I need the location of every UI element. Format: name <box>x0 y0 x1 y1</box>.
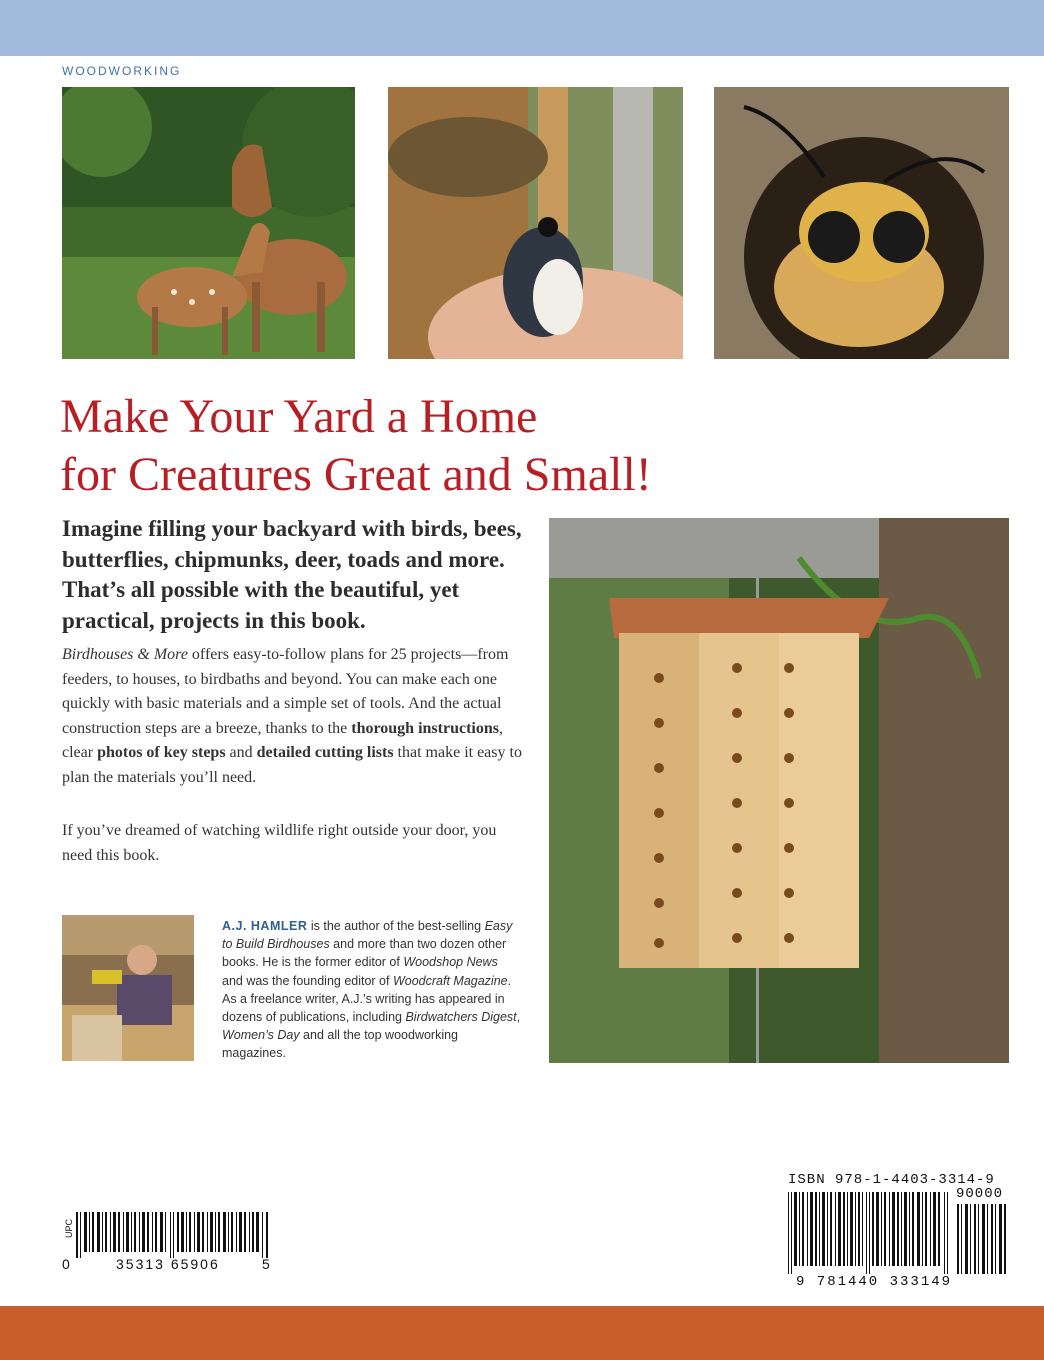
description-text: that make it easy to plan the materials you’ll need. <box>62 744 522 786</box>
author-photo <box>62 915 194 1061</box>
book-title: Birdhouses & More <box>62 646 188 663</box>
bio-text: , <box>516 1010 521 1025</box>
upc-first-digit: 0 <box>62 1256 70 1272</box>
description-text: and <box>225 744 257 761</box>
bio-text: and was the founding editor of <box>222 973 393 988</box>
swallow-chick-photo <box>388 87 683 359</box>
bio-text: and all the top woodworking magazines. <box>222 1028 459 1061</box>
closing-paragraph: If you’ve dreamed of watching wildlife right outside your door, you need this book. <box>62 822 497 864</box>
isbn-label: ISBN 978-1-4403-3314-9 <box>788 1172 995 1188</box>
author-name: A.J. HAMLER <box>222 919 308 933</box>
bio-publication: Women’s Day <box>222 1028 300 1043</box>
bio-text: . As a freelance writer, A.J.’s writing has appeared in dozens of publications, including <box>222 973 512 1025</box>
top-color-band <box>0 0 1044 56</box>
isbn-price-code: 90000 <box>956 1186 1004 1202</box>
upc-barcode <box>74 1212 274 1258</box>
description-paragraph <box>62 643 524 790</box>
feature-cutting-lists: detailed cutting lists <box>256 744 394 761</box>
deer-photo <box>62 87 355 359</box>
headline-line-1: Make Your Yard a Home <box>60 390 538 443</box>
author-bio <box>222 917 522 1063</box>
description-text: , clear <box>62 719 503 761</box>
bio-publication: Birdwatchers Digest <box>405 1010 517 1025</box>
feature-photos: photos of key steps <box>97 744 226 761</box>
bio-text: is the author of the best-selling <box>307 919 485 933</box>
feature-instructions: thorough instructions <box>351 719 499 737</box>
bee-photo <box>714 87 1009 359</box>
bee-house-photo <box>549 518 1009 1063</box>
category-label: WOODWORKING <box>62 64 182 78</box>
upc-label: UPC <box>64 1218 74 1238</box>
bio-text: and more than two dozen other books. He is the former editor of <box>222 937 507 970</box>
isbn-barcode <box>786 1192 952 1274</box>
bio-publication: Woodshop News <box>403 955 498 970</box>
headline-line-2: for Creatures Great and Small! <box>60 448 652 501</box>
bio-publication: Woodcraft Magazine <box>392 973 508 988</box>
bio-book-title: Easy to Build Birdhouses <box>222 919 513 952</box>
price-barcode <box>956 1204 1008 1274</box>
lead-paragraph: Imagine filling your backyard with birds, bees, butterflies, chipmunks, deer, toads and more. That’s all possible with the beautiful, yet practical, projects in this book. <box>62 516 522 633</box>
bottom-color-band <box>0 1306 1044 1360</box>
headline <box>60 388 1010 504</box>
upc-middle-digits: 35313 65906 <box>116 1256 220 1272</box>
upc-last-digit: 5 <box>262 1256 270 1272</box>
description-text: offers easy-to-follow plans for 25 projects—from feeders, to houses, to birdbaths and beyond. You can make each one quickly with basic materials and a simple set of tools. And the actual construction steps are a breeze, thanks to the <box>62 646 509 737</box>
isbn-digits: 9 781440 333149 <box>796 1274 953 1290</box>
